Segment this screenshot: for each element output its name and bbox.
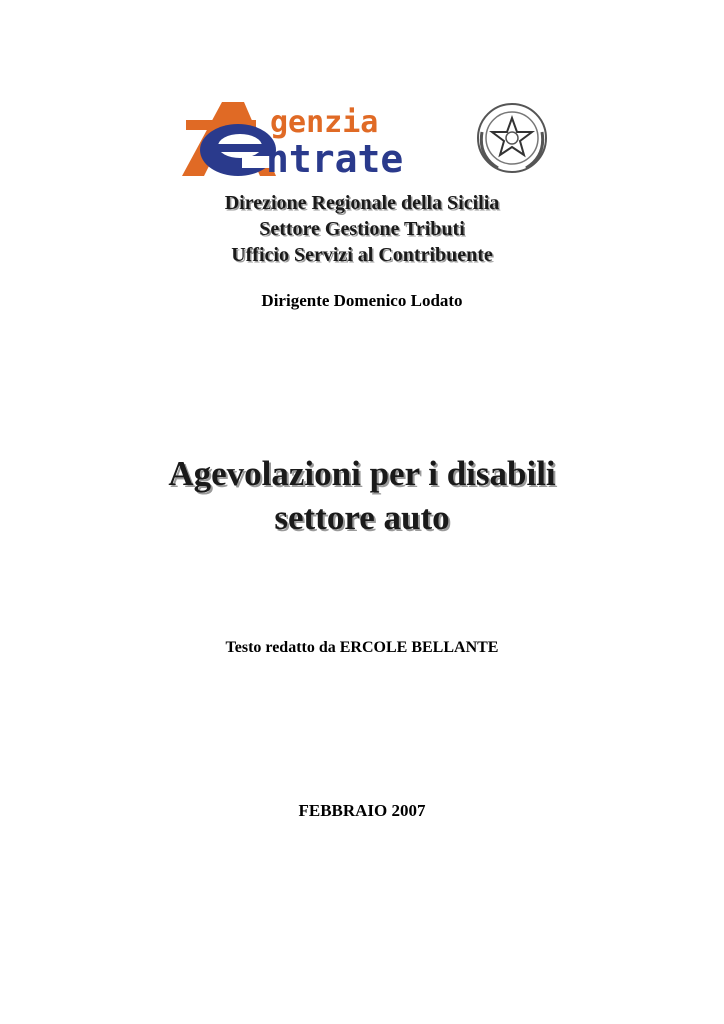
author-line: Testo redatto da ERCOLE BELLANTE	[225, 639, 499, 656]
logo-word-bottom: ntrate	[266, 137, 404, 181]
title-line-2: settore auto	[274, 498, 450, 537]
office-header	[0, 190, 724, 268]
title-line-1: Agevolazioni per i disabili	[168, 454, 556, 493]
office-line-ufficio: Ufficio Servizi al Contribuente	[231, 244, 493, 266]
dirigente-line: Dirigente Domenico Lodato	[261, 291, 463, 310]
agenzia-entrate-logo	[178, 98, 550, 182]
document-title	[0, 452, 724, 540]
date-line: FEBBRAIO 2007	[298, 801, 426, 820]
office-line-settore: Settore Gestione Tributi	[259, 218, 465, 240]
repubblica-italiana-emblem-icon	[478, 104, 546, 172]
logo-graphic	[178, 98, 550, 182]
logo-word-top: genzia	[270, 105, 379, 140]
office-line-direzione: Direzione Regionale della Sicilia	[224, 192, 500, 214]
